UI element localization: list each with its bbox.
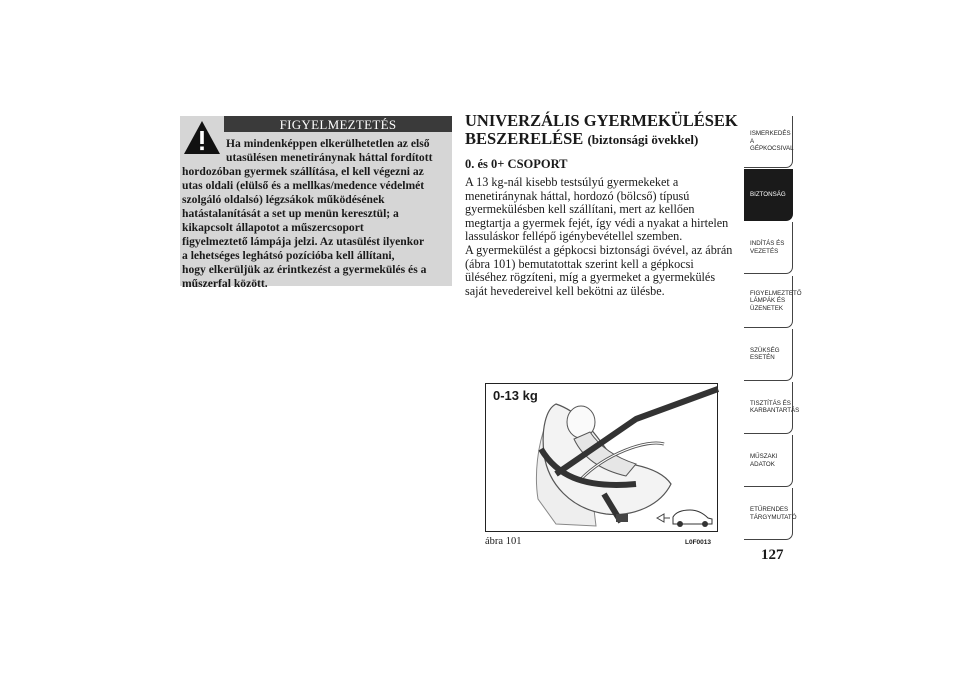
chapter-tabs: [744, 116, 802, 542]
page-number: 127: [761, 547, 784, 563]
group-heading: 0. és 0+ CSOPORT: [465, 157, 568, 171]
tab-figyelmezteto[interactable]: FIGYELMEZTETŐ LÁMPÁK ÉS ÜZENETEK: [744, 276, 793, 328]
figure-weight-label: 0-13 kg: [493, 388, 538, 403]
paragraph-1: A 13 kg-nál kisebb testsúlyú gyermekeket a menetiránynak háttal, hordozó (bölcső) típusú gyermekülésben kell szállítani, mert az kellően megtartja a gyermek fejét, így védi a nyakat a hirtelen lassuláskor fellépő igénybevétellel szemben.: [465, 175, 729, 244]
warning-text: Ha mindenképpen elkerülhetetlen az első utasülésen menetiránynak háttal fordított hordozóban gyermek szállítása, el kell végezni az utas oldali (elülső és a mellkas/medence védelmét szolgáló oldalsó) légzsákok működésének hatástalanítását a set up menün keresztül; a kikapcsolt állapotot a műszercsoport figyelmeztető lámpája jelzi. Az utasülést ilyenkor a lehetséges leghátsó pozícióba kell állítani, hogy elkerüljük az érintkezést a gyermekülés és a műszerfal között.: [182, 137, 433, 290]
paragraph-2: A gyermekülést a gépkocsi biztonsági övével, az ábrán (ábra 101) bemutatottak szerint kell a gépkocsi üléséhez rögzíteni, míg a gyermeket a gyermekülés saját hevedereivel kell bekötni az ülésbe.: [465, 243, 733, 298]
tab-targymutato[interactable]: ETŰRENDES TÁRGYMUTATÓ: [744, 488, 793, 540]
figure-code: L0F0013: [685, 539, 712, 546]
warning-box: [180, 116, 452, 290]
warning-header: FIGYELMEZTETÉS: [224, 116, 452, 132]
tab-muszaki[interactable]: MŰSZAKI ADATOK: [744, 435, 793, 487]
figure-caption: ábra 101: [485, 536, 522, 547]
figure-child-seat: [485, 383, 718, 532]
child-seat-illustration: [486, 384, 719, 533]
tab-inditas[interactable]: INDÍTÁS ÉS VEZETÉS: [744, 222, 793, 274]
tab-biztonsag[interactable]: BIZTONSÁG: [744, 169, 793, 221]
tab-tisztitas[interactable]: TISZTÍTÁS ÉS KARBANTARTÁS: [744, 382, 793, 434]
tab-szukseg[interactable]: SZÜKSÉG ESETÉN: [744, 329, 793, 381]
tab-ismerkedes[interactable]: ISMERKEDÉS A GÉPKOCSIVAL: [744, 116, 793, 168]
section-title: UNIVERZÁLIS GYERMEKÜLÉSEK BESZERELÉSE (biztonsági övekkel): [465, 111, 738, 148]
